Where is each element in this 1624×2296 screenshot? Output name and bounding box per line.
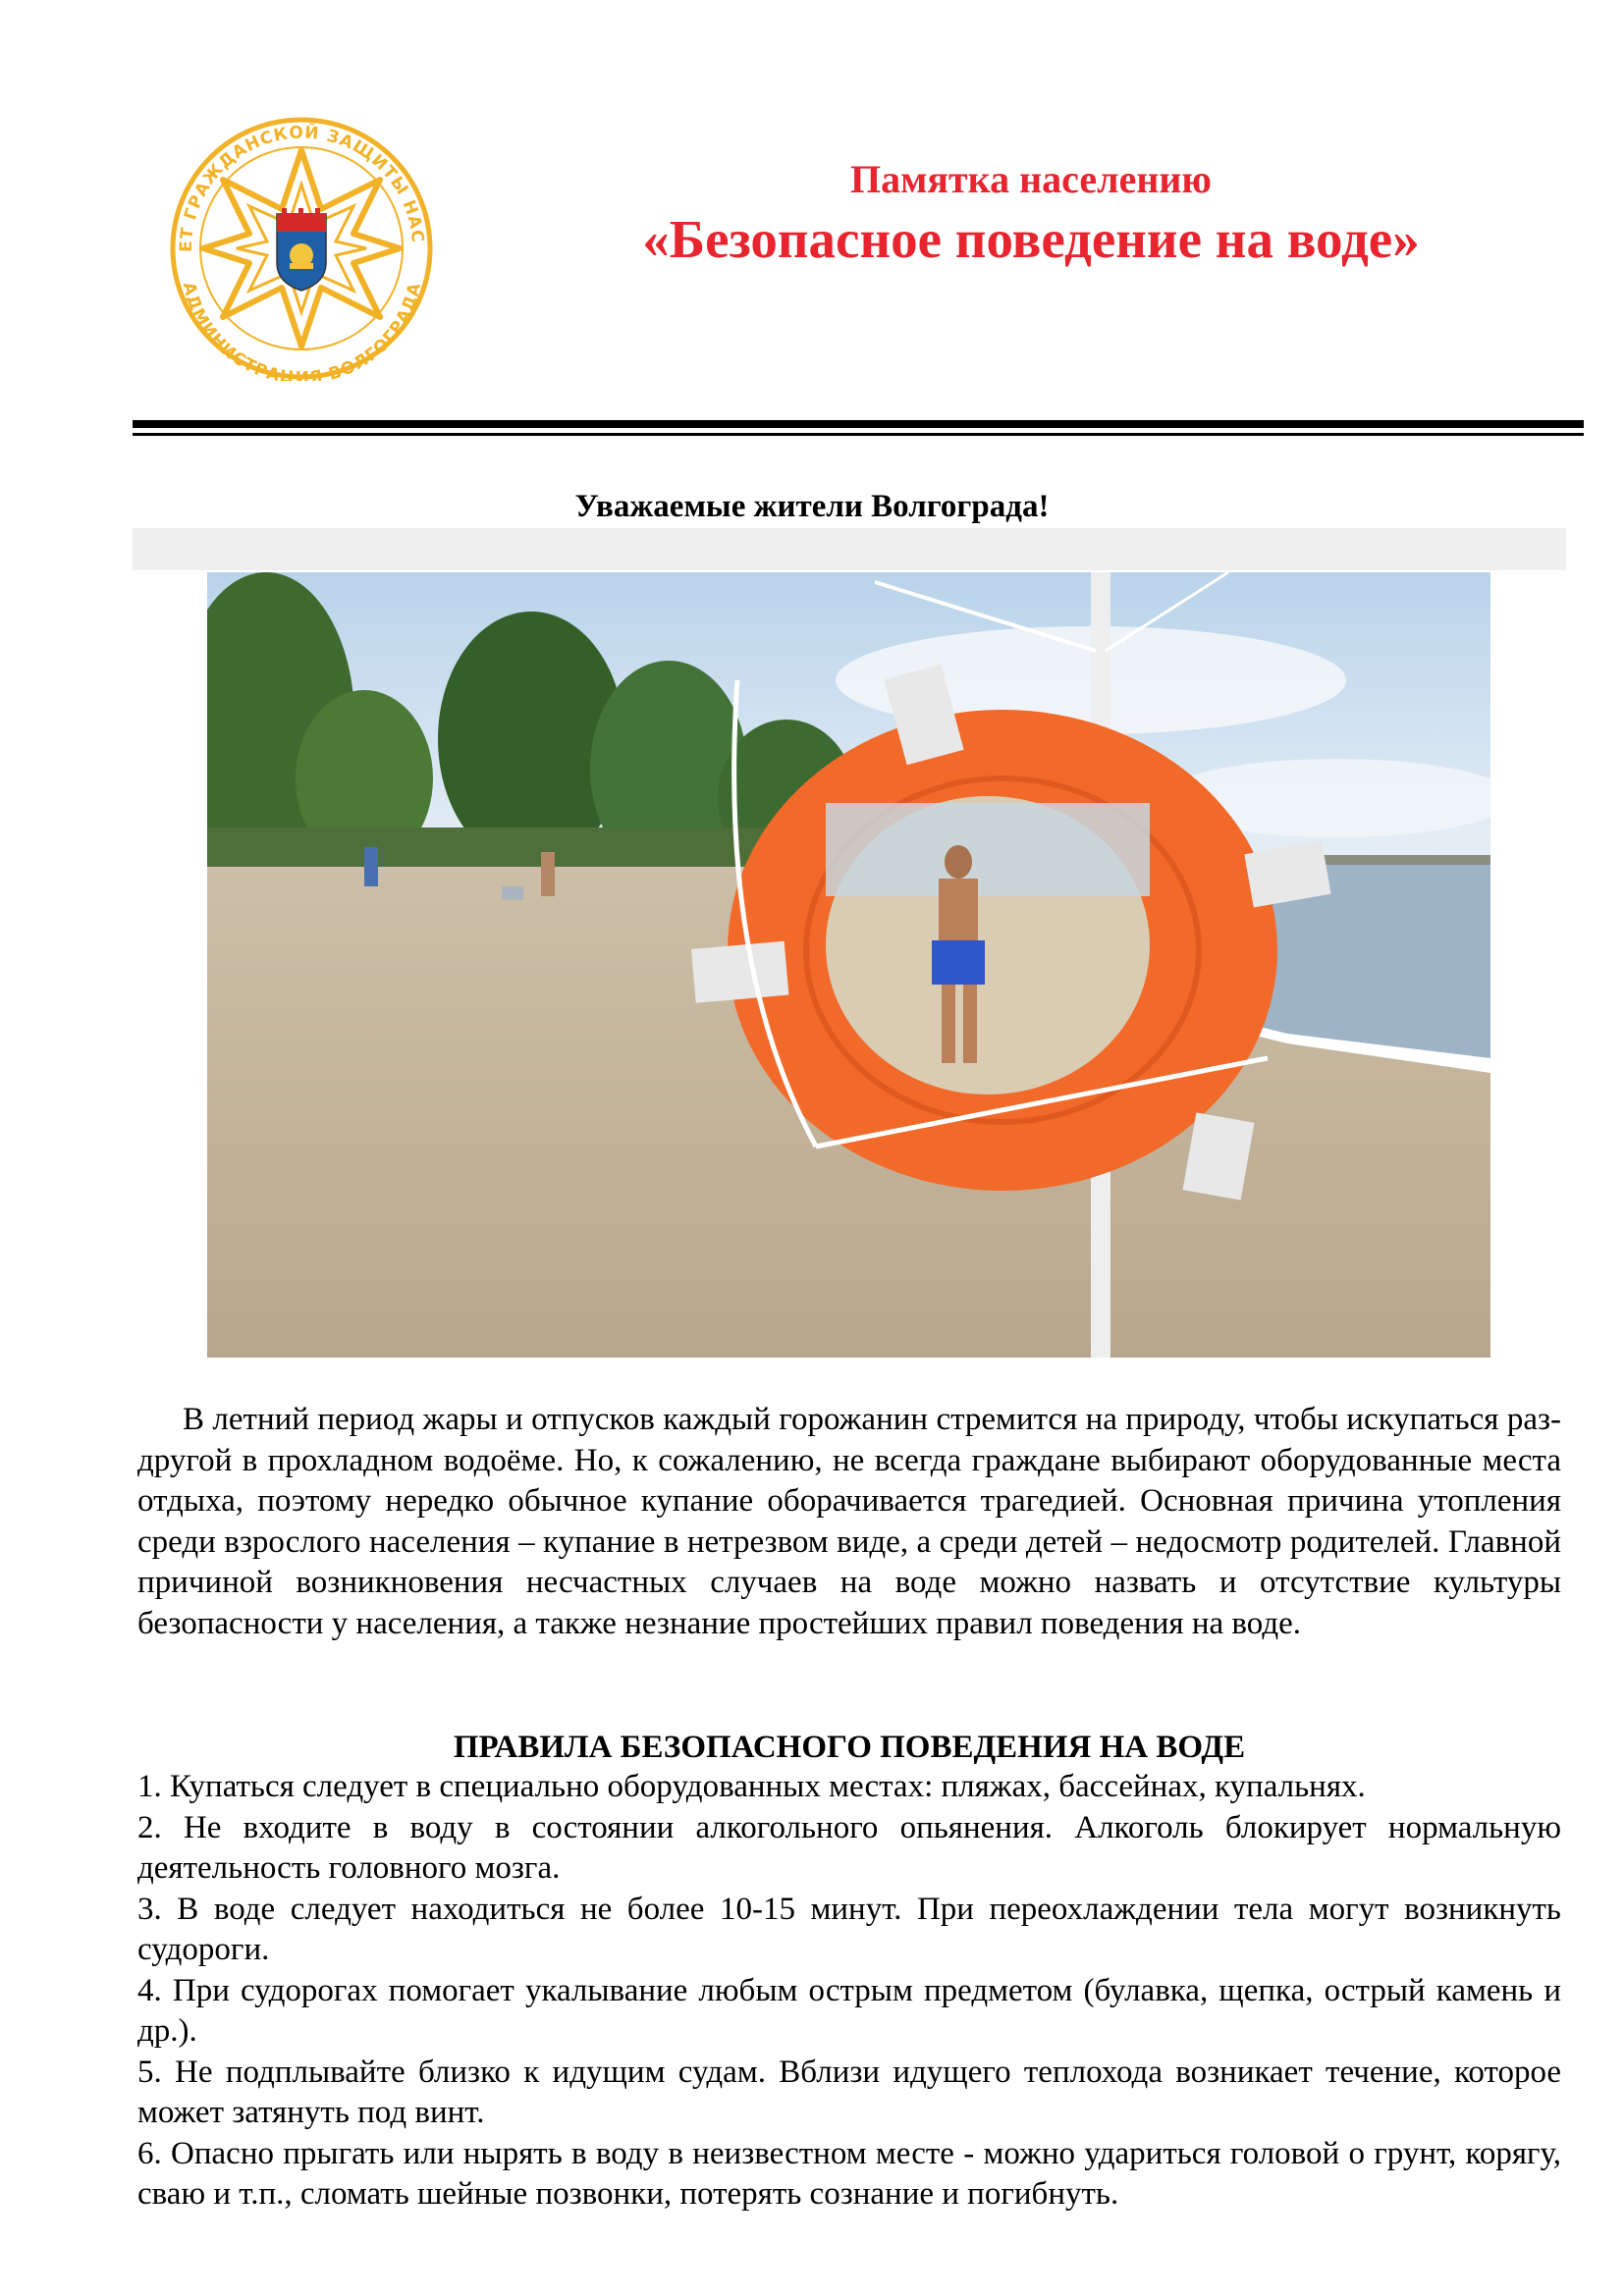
intro-section — [137, 1400, 1561, 1644]
rule-item: 3. В воде следует находиться не более 10-15 минут. При переохлаждении тела могут возникнуть судороги. — [137, 1891, 1561, 1967]
logo-ring-text-top: ЕТ ГРАЖДАНСКОЙ ЗАЩИТЫ НАС — [176, 123, 428, 253]
rule-item: 4. При судорогах помогает укалывание любым острым предметом (булавка, щепка, острый камень и др.). — [137, 1972, 1561, 2049]
memo-subtitle: «Безопасное поведение на воде» — [642, 209, 1420, 269]
rules-list — [137, 1767, 1561, 2216]
greeting-heading: Уважаемые жители Волгограда! — [574, 489, 1050, 524]
lifebuoy-on-beach-photo — [207, 572, 1490, 1358]
civil-defense-emblem-icon — [152, 116, 452, 381]
shaded-band — [133, 528, 1566, 570]
header-divider-thin — [133, 433, 1584, 436]
rules-heading: ПРАВИЛА БЕЗОПАСНОГО ПОВЕДЕНИЯ НА ВОДЕ — [453, 1730, 1246, 1765]
rule-item: 5. Не подплывайте близко к идущим судам. Вблизи идущего теплохода возникает течение, которое может затянуть под винт. — [137, 2054, 1561, 2130]
rule-item: 2. Не входите в воду в состоянии алкогольного опьянения. Алкоголь блокирует нормальную деятельность головного мозга. — [137, 1809, 1561, 1886]
memo-title: Памятка населению — [850, 157, 1212, 201]
intro-paragraph: В летний период жары и отпусков каждый горожанин стремится на природу, чтобы искупаться раз-другой в прохладном водоёме. Но, к сожалению, не всегда граждане выбирают оборудованные места отдыха, поэтому нередко обычное купание оборачивается трагедией. Основная причина утопления среди взрослого населения – купание в нетрезвом виде, а среди детей – недосмотр родителей. Главной причиной возникновения несчастных случаев на воде можно назвать и отсутствие культуры безопасности у населения, а также незнание простейших правил поведения на воде. — [137, 1402, 1561, 1641]
rule-item: 6. Опасно прыгать или нырять в воду в неизвестном месте - можно удариться головой о грунт, корягу, сваю и т.п., сломать шейные позвонки, потерять сознание и погибнуть. — [137, 2135, 1561, 2212]
header-divider-thick — [133, 420, 1584, 428]
logo-ring-text-bottom: АДМИНИСТРАЦИЯ ВОЛГОГРАДА — [178, 280, 426, 381]
rule-item: 1. Купаться следует в специально оборудованных местах: пляжах, бассейнах, купальнях. — [137, 1769, 1366, 1804]
